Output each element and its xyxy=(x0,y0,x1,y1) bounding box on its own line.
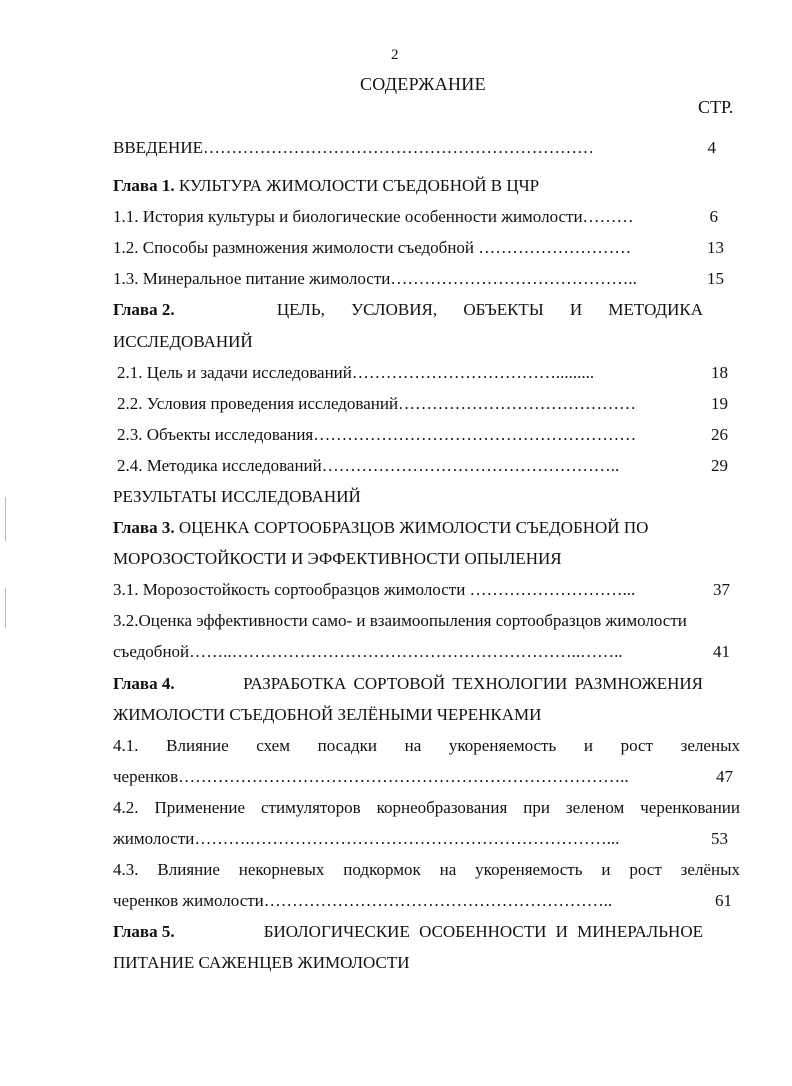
section-heading-results: РЕЗУЛЬТАТЫ ИССЛЕДОВАНИЙ xyxy=(113,487,361,506)
chapter-label: Глава 1. xyxy=(113,176,175,195)
toc-page-number: 47 xyxy=(716,767,733,786)
toc-page-number: 19 xyxy=(711,394,728,413)
toc-page-number: 13 xyxy=(707,238,724,257)
chapter-heading-1 xyxy=(113,175,539,197)
chapter-title: БИОЛОГИЧЕСКИЕ ОСОБЕННОСТИ И МИНЕРАЛЬНОЕ xyxy=(263,922,703,941)
toc-entry-4-3: 4.3. Влияние некорневых подкормок на укореняемость и рост зелёных xyxy=(113,860,740,879)
chapter-title-line2: МОРОЗОСТОЙКОСТИ И ЭФФЕКТИВНОСТИ ОПЫЛЕНИЯ xyxy=(113,549,562,568)
toc-page-number: 15 xyxy=(707,269,724,288)
toc-page-number: 6 xyxy=(709,207,718,226)
chapter-label: Глава 4. xyxy=(113,674,175,693)
chapter-title: КУЛЬТУРА ЖИМОЛОСТИ СЪЕДОБНОЙ В ЦЧР xyxy=(178,176,540,195)
page-number: 2 xyxy=(391,47,399,63)
toc-entry-1-2: 1.2. Способы размножения жимолости съедобной ……………………… xyxy=(113,238,632,257)
toc-page-number: 18 xyxy=(711,363,728,382)
toc-page-number: 37 xyxy=(713,580,730,599)
toc-entry-1-1: 1.1. История культуры и биологические особенности жимолости……… xyxy=(113,207,634,226)
chapter-heading-5 xyxy=(113,921,703,943)
toc-entry-3-2-line2: съедобной……..……………………………………………………..…….. xyxy=(113,642,623,661)
toc-entry-2-1: 2.1. Цель и задачи исследований………………………………......... xyxy=(117,363,595,382)
toc-entry-2-3: 2.3. Объекты исследования………………………………………………… xyxy=(117,425,637,444)
chapter-title-line2: ПИТАНИЕ САЖЕНЦЕВ ЖИМОЛОСТИ xyxy=(113,953,410,972)
page-column-header: СТР. xyxy=(698,97,734,117)
toc-page-number: 29 xyxy=(711,456,728,475)
chapter-heading-4 xyxy=(113,673,703,695)
toc-entry-2-2: 2.2. Условия проведения исследований…………………………………… xyxy=(117,394,637,413)
toc-leader: …………………………………………………………… xyxy=(202,138,594,157)
page-title: СОДЕРЖАНИЕ xyxy=(360,74,486,94)
toc-entry-text: ВВЕДЕНИЕ xyxy=(113,138,203,157)
toc-page-number: 4 xyxy=(707,138,716,157)
scan-margin-mark xyxy=(5,588,6,628)
toc-page-number: 53 xyxy=(711,829,728,848)
chapter-label: Глава 5. xyxy=(113,922,175,941)
chapter-heading-3 xyxy=(113,517,648,539)
toc-page-number: 41 xyxy=(713,642,730,661)
toc-entry-4-2: 4.2. Применение стимуляторов корнеобразования при зеленом черенковании xyxy=(113,798,740,817)
toc-entry-1-3: 1.3. Минеральное питание жимолости…………………………………….. xyxy=(113,269,637,288)
chapter-title: ЦЕЛЬ, УСЛОВИЯ, ОБЪЕКТЫ И МЕТОДИКА xyxy=(276,300,703,319)
chapter-label: Глава 3. xyxy=(113,518,175,537)
chapter-title: РАЗРАБОТКА СОРТОВОЙ ТЕХНОЛОГИИ РАЗМНОЖЕНИЯ xyxy=(243,674,703,693)
chapter-title: ОЦЕНКА СОРТООБРАЗЦОВ ЖИМОЛОСТИ СЪЕДОБНОЙ ПО xyxy=(178,518,649,537)
chapter-title-line2: ИССЛЕДОВАНИЙ xyxy=(113,332,253,351)
toc-entry-3-1: 3.1. Морозостойкость сортообразцов жимолости ………………………... xyxy=(113,580,636,599)
toc-entry-intro xyxy=(113,137,594,159)
toc-entry-4-2-line2: жимолости……….………………………………………………………... xyxy=(113,829,620,848)
toc-entry-4-1: 4.1. Влияние схем посадки на укореняемость и рост зеленых xyxy=(113,736,740,755)
chapter-heading-2 xyxy=(113,299,703,321)
toc-entry-4-3-line2: черенков жимолости…………………………………………………….. xyxy=(113,891,613,910)
toc-page-number: 26 xyxy=(711,425,728,444)
scan-margin-mark xyxy=(5,497,6,541)
toc-entry-2-4: 2.4. Методика исследований…………………………………………….. xyxy=(117,456,620,475)
chapter-label: Глава 2. xyxy=(113,300,175,319)
toc-entry-3-2: 3.2.Оценка эффективности само- и взаимоопыления сортообразцов жимолости xyxy=(113,611,687,630)
toc-entry-4-1-line2: черенков…………………………………………………………………….. xyxy=(113,767,629,786)
chapter-title-line2: ЖИМОЛОСТИ СЪЕДОБНОЙ ЗЕЛЁНЫМИ ЧЕРЕНКАМИ xyxy=(113,705,542,724)
toc-page-number: 61 xyxy=(715,891,732,910)
